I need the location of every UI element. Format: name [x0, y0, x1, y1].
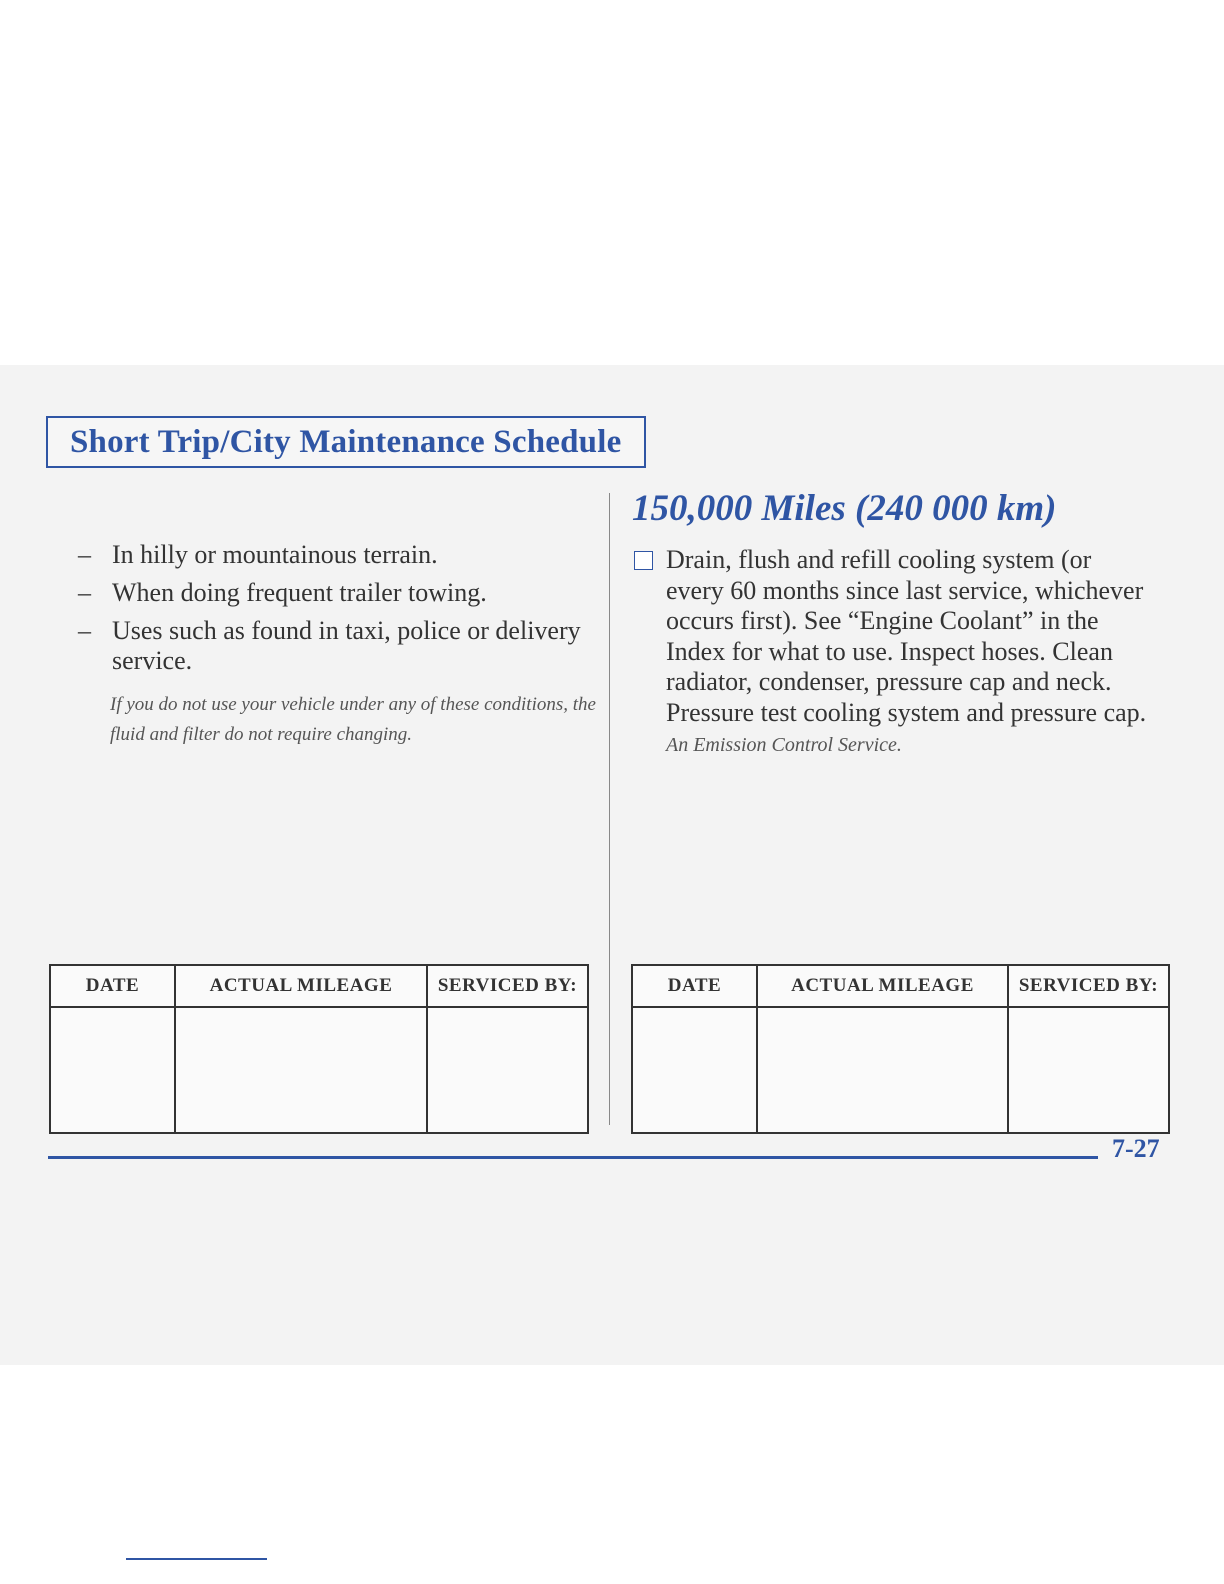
service-description: Drain, flush and refill cooling system (or every 60 months since last service, whichever occurs first). See “Engine Coolant” in the Index for what to use. Inspect hoses. Clean radiator, condenser, pressure cap and neck. Pressure test cooling system and pressure cap. — [666, 545, 1147, 727]
actual-mileage-cell[interactable] — [757, 1007, 1008, 1133]
dash-bullet: – — [78, 578, 91, 607]
section-header-box — [46, 416, 646, 468]
serviced-by-cell[interactable] — [427, 1007, 588, 1133]
dash-bullet: – — [78, 616, 91, 645]
date-header: DATE — [632, 965, 757, 1007]
mileage-heading: 150,000 Miles (240 000 km) — [632, 488, 1057, 529]
list-item-text: When doing frequent trailer towing. — [112, 578, 487, 607]
conditions-note: If you do not use your vehicle under any of these conditions, the fluid and filter do not require changing. — [110, 694, 596, 745]
actual-mileage-cell[interactable] — [175, 1007, 427, 1133]
emission-note: An Emission Control Service. — [666, 734, 902, 756]
dash-bullet: – — [78, 540, 91, 569]
actual-mileage-header: ACTUAL MILEAGE — [757, 965, 1008, 1007]
column-divider — [609, 493, 610, 1125]
service-item — [634, 545, 1154, 757]
conditions-list — [78, 540, 598, 684]
list-item — [78, 616, 598, 676]
serviced-by-header: SERVICED BY: — [427, 965, 588, 1007]
service-log-table-right — [631, 964, 1170, 1134]
date-cell[interactable] — [632, 1007, 757, 1133]
serviced-by-cell[interactable] — [1008, 1007, 1169, 1133]
date-cell[interactable] — [50, 1007, 175, 1133]
list-item — [78, 540, 598, 570]
list-item-text: In hilly or mountainous terrain. — [112, 540, 438, 569]
list-item-text: Uses such as found in taxi, police or delivery service. — [112, 616, 581, 675]
page-number: 7-27 — [1112, 1134, 1160, 1163]
footer-rule — [48, 1156, 1098, 1159]
list-item — [78, 578, 598, 608]
service-log-table-left — [49, 964, 589, 1134]
section-title: Short Trip/City Maintenance Schedule — [70, 424, 622, 460]
date-header: DATE — [50, 965, 175, 1007]
service-checkbox[interactable] — [634, 551, 653, 570]
bottom-rule-mark — [126, 1558, 267, 1560]
serviced-by-header: SERVICED BY: — [1008, 965, 1169, 1007]
actual-mileage-header: ACTUAL MILEAGE — [175, 965, 427, 1007]
